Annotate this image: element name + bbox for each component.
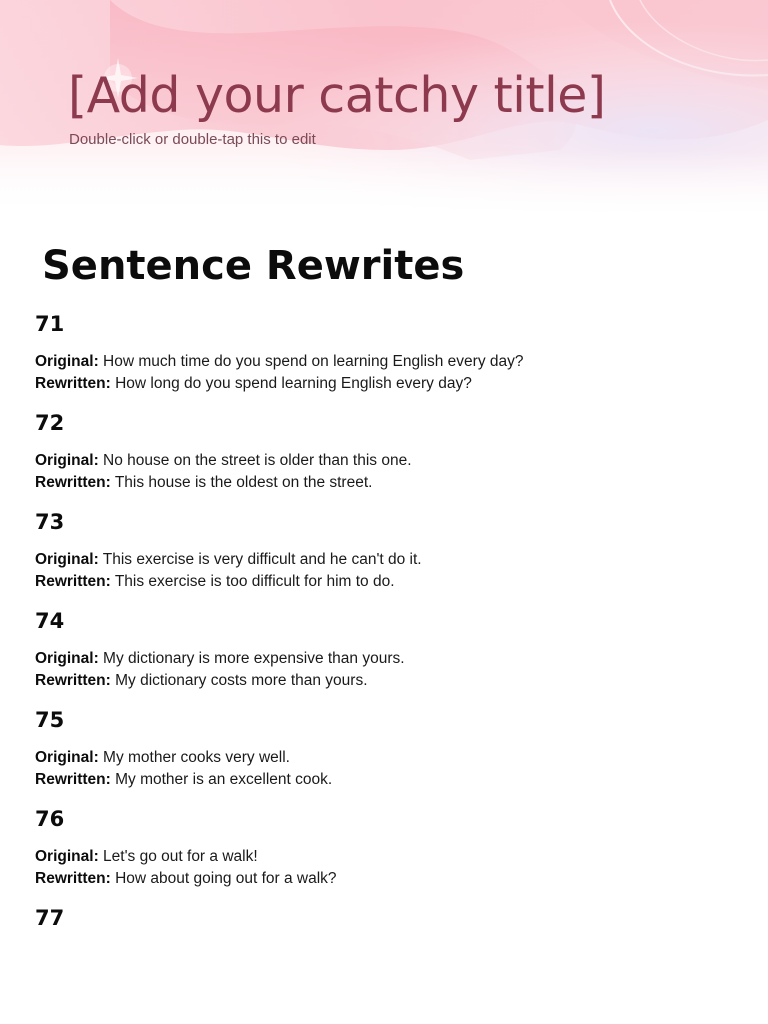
- item-number: 71: [35, 312, 65, 336]
- rewritten-line: [35, 571, 735, 593]
- list-item: [35, 310, 735, 395]
- original-text: No house on the street is older than this one.: [103, 452, 412, 469]
- list-item: [35, 508, 735, 593]
- item-number: 75: [35, 708, 65, 732]
- rewritten-label: Rewritten:: [35, 573, 111, 590]
- rewritten-label: Rewritten:: [35, 474, 111, 491]
- rewritten-label: Rewritten:: [35, 375, 111, 392]
- rewritten-line: [35, 868, 735, 890]
- item-number: 73: [35, 510, 65, 534]
- original-line: [35, 846, 735, 868]
- original-line: [35, 351, 735, 373]
- item-number: 72: [35, 411, 65, 435]
- rewritten-label: Rewritten:: [35, 672, 111, 689]
- rewritten-text: How about going out for a walk?: [115, 870, 337, 887]
- rewritten-text: How long do you spend learning English every day?: [115, 375, 472, 392]
- original-label: Original:: [35, 650, 99, 667]
- list-item: [35, 409, 735, 494]
- original-label: Original:: [35, 749, 99, 766]
- original-label: Original:: [35, 848, 99, 865]
- item-number: 76: [35, 807, 65, 831]
- header-fade: [0, 150, 768, 218]
- original-text: This exercise is very difficult and he can't do it.: [102, 551, 422, 568]
- original-label: Original:: [35, 551, 99, 568]
- original-line: [35, 648, 735, 670]
- list-item: [35, 904, 735, 932]
- rewritten-text: My mother is an excellent cook.: [115, 771, 333, 788]
- original-text: My mother cooks very well.: [103, 749, 290, 766]
- rewritten-line: [35, 472, 735, 494]
- rewritten-text: My dictionary costs more than yours.: [115, 672, 368, 689]
- item-number: 74: [35, 609, 65, 633]
- original-text: How much time do you spend on learning English every day?: [103, 353, 524, 370]
- rewritten-label: Rewritten:: [35, 771, 111, 788]
- original-line: [35, 747, 735, 769]
- rewritten-line: [35, 769, 735, 791]
- page-subtitle[interactable]: Double-click or double-tap this to edit: [69, 131, 316, 148]
- rewritten-label: Rewritten:: [35, 870, 111, 887]
- original-text: My dictionary is more expensive than yours.: [103, 650, 405, 667]
- section-heading: Sentence Rewrites: [42, 243, 465, 289]
- original-label: Original:: [35, 353, 99, 370]
- list-item: [35, 706, 735, 791]
- original-line: [35, 450, 735, 472]
- rewritten-text: This house is the oldest on the street.: [114, 474, 373, 491]
- original-text: Let's go out for a walk!: [103, 848, 258, 865]
- content-area: [35, 236, 735, 932]
- item-number: 77: [35, 906, 65, 930]
- list-item: [35, 805, 735, 890]
- page-title[interactable]: [Add your catchy title]: [68, 67, 606, 124]
- list-item: [35, 607, 735, 692]
- original-line: [35, 549, 735, 571]
- rewritten-line: [35, 373, 735, 395]
- rewritten-text: This exercise is too difficult for him to do.: [114, 573, 395, 590]
- rewritten-line: [35, 670, 735, 692]
- original-label: Original:: [35, 452, 99, 469]
